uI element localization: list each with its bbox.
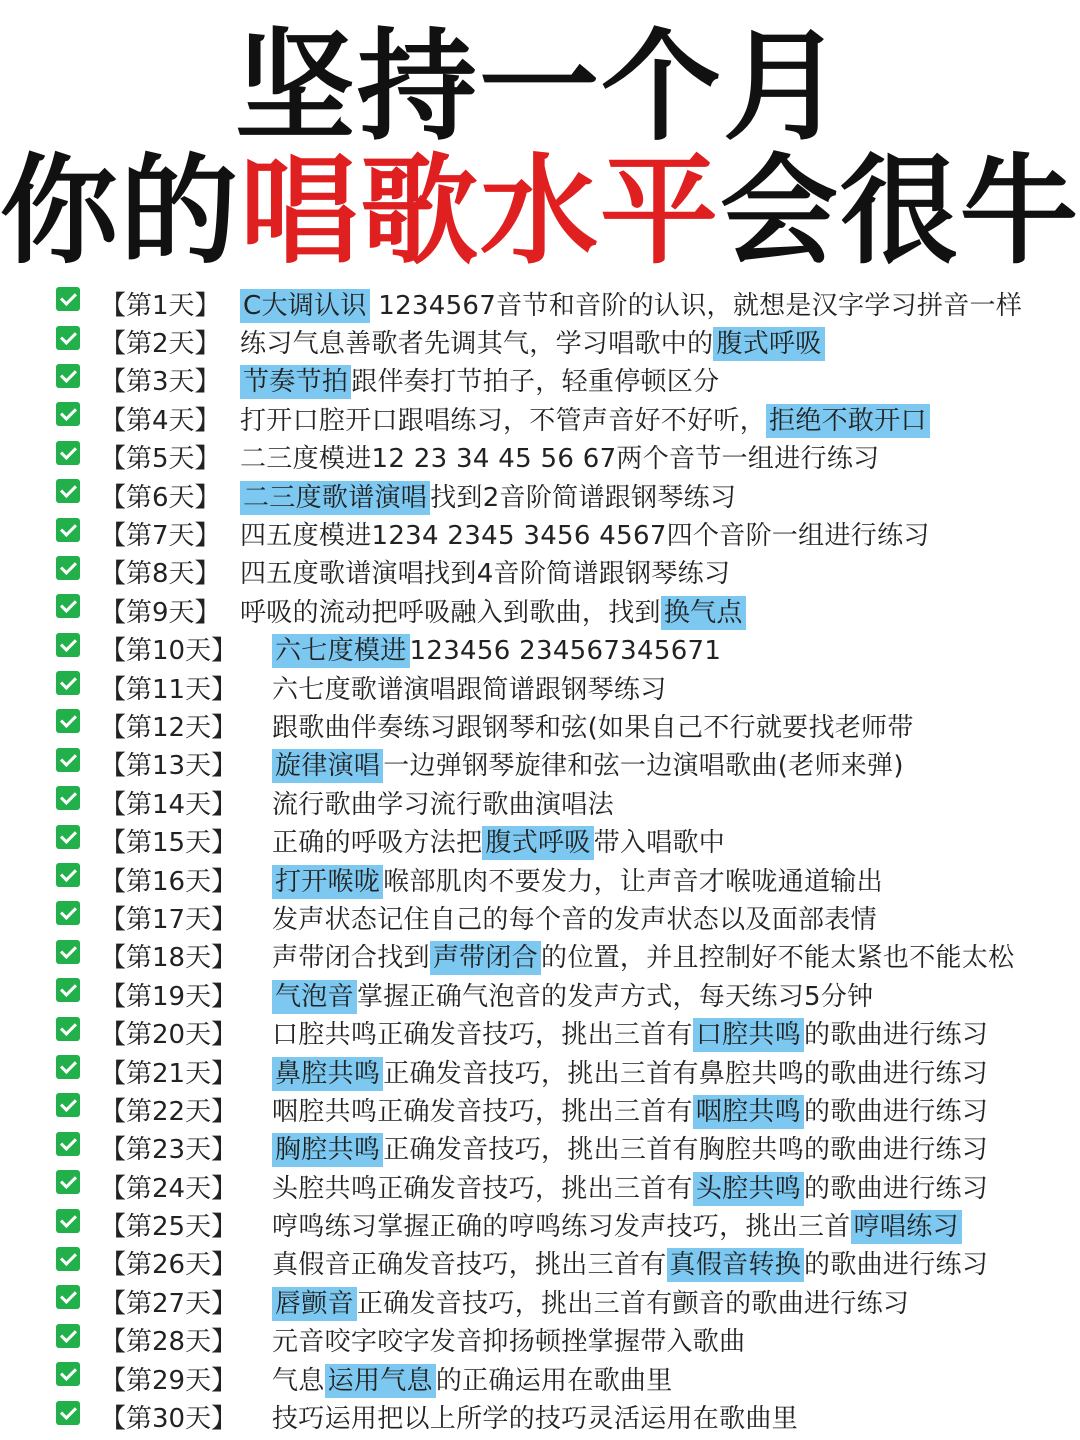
day-description: [240, 477, 736, 514]
day-description: [272, 1321, 745, 1358]
day-description: [272, 745, 904, 782]
day-label: 【第15天】: [100, 828, 238, 859]
highlighted-keyword: C大调认识: [240, 289, 370, 323]
day-row: [56, 476, 1066, 514]
day-row: [56, 745, 1066, 783]
check-icon: [56, 479, 80, 503]
check-icon: [56, 671, 80, 695]
check-icon: [56, 633, 80, 657]
day-description: [272, 1129, 988, 1166]
day-row: [56, 1129, 1066, 1167]
day-description: [272, 669, 667, 706]
day-label: 【第25天】: [100, 1212, 238, 1243]
day-label: 【第8天】: [100, 559, 221, 590]
day-label: 【第24天】: [100, 1173, 238, 1204]
check-icon: [56, 825, 80, 849]
day-label: 【第6天】: [100, 482, 221, 513]
day-row: [56, 1397, 1066, 1435]
description-text: 的歌曲进行练习: [804, 1173, 989, 1204]
day-row: [56, 361, 1066, 399]
description-text: 发声状态记住自己的每个音的发声状态以及面部表情: [272, 904, 877, 935]
check-icon: [56, 1362, 80, 1386]
day-description: [272, 1244, 988, 1281]
title-line-1: [0, 18, 1080, 157]
check-icon: [56, 863, 80, 887]
description-text: 带入唱歌中: [593, 828, 726, 859]
description-text: 气息: [272, 1365, 325, 1396]
day-description: [272, 1091, 988, 1128]
description-text: 打开口腔开口跟唱练习，不管声音好不好听，: [240, 405, 767, 436]
day-label: 【第7天】: [100, 521, 221, 552]
day-row: [56, 1052, 1066, 1090]
day-row: [56, 937, 1066, 975]
description-text: 练习气息善歌者先调其气，学习唱歌中的: [240, 329, 714, 360]
day-description: [240, 400, 930, 437]
highlighted-keyword: 哼唱练习: [851, 1210, 962, 1244]
highlighted-keyword: 气泡音: [272, 980, 357, 1014]
day-description: [240, 323, 825, 360]
day-label: 【第18天】: [100, 943, 238, 974]
day-description: [272, 630, 721, 667]
description-text: 哼鸣练习掌握正确的哼鸣练习发声技巧，挑出三首: [272, 1212, 851, 1243]
highlighted-keyword: 二三度歌谱演唱: [240, 481, 430, 515]
title-line-2-suffix: 会很牛: [720, 142, 1080, 280]
day-label: 【第3天】: [100, 367, 221, 398]
day-row: [56, 399, 1066, 437]
description-text: 口腔共鸣正确发音技巧，挑出三首有: [272, 1020, 693, 1051]
day-label: 【第20天】: [100, 1020, 238, 1051]
day-row: [56, 1013, 1066, 1051]
day-label: 【第9天】: [100, 597, 221, 628]
description-text: 正确发音技巧，挑出三首有鼻腔共鸣的歌曲进行练习: [383, 1058, 989, 1089]
day-label: 【第28天】: [100, 1327, 238, 1358]
description-text: 声带闭合找到: [272, 943, 430, 974]
day-label: 【第4天】: [100, 405, 221, 436]
highlighted-keyword: 腹式呼吸: [482, 826, 593, 860]
day-plan-list: [56, 284, 1066, 1436]
day-description: [240, 438, 879, 475]
highlighted-keyword: 拒绝不敢开口: [766, 404, 930, 438]
day-label: 【第19天】: [100, 981, 238, 1012]
description-text: 1234567音节和音阶的认识，就想是汉字学习拼音一样: [369, 290, 1023, 321]
highlighted-keyword: 鼻腔共鸣: [272, 1057, 383, 1091]
day-row: [56, 1205, 1066, 1243]
description-text: 咽腔共鸣正确发音技巧，挑出三首有: [272, 1096, 693, 1127]
day-description: [272, 707, 914, 744]
description-text: 跟伴奏打节拍子，轻重停顿区分: [351, 367, 720, 398]
day-label: 【第1天】: [100, 290, 221, 321]
day-row: [56, 514, 1066, 552]
description-text: 的位置，并且控制好不能太紧也不能太松: [541, 943, 1015, 974]
day-label: 【第17天】: [100, 904, 238, 935]
check-icon: [56, 364, 80, 388]
description-text: 四五度歌谱演唱找到4音阶简谱跟钢琴练习: [240, 559, 731, 590]
day-label: 【第26天】: [100, 1250, 238, 1281]
description-text: 掌握正确气泡音的发声方式，每天练习5分钟: [356, 981, 874, 1012]
description-text: 四五度模进1234 2345 3456 4567四个音阶一组进行练习: [240, 521, 930, 552]
day-description: [272, 822, 725, 859]
day-row: [56, 1167, 1066, 1205]
description-text: 的歌曲进行练习: [804, 1250, 989, 1281]
day-label: 【第22天】: [100, 1096, 238, 1127]
day-row: [56, 975, 1066, 1013]
check-icon: [56, 786, 80, 810]
day-row: [56, 821, 1066, 859]
description-text: 呼吸的流动把呼吸融入到歌曲，找到: [240, 597, 661, 628]
check-icon: [56, 1209, 80, 1233]
check-icon: [56, 402, 80, 426]
check-icon: [56, 326, 80, 350]
highlighted-keyword: 旋律演唱: [272, 749, 383, 783]
day-label: 【第23天】: [100, 1135, 238, 1166]
check-icon: [56, 709, 80, 733]
day-description: [272, 976, 873, 1013]
day-label: 【第21天】: [100, 1058, 238, 1089]
day-row: [56, 898, 1066, 936]
highlighted-keyword: 腹式呼吸: [713, 327, 824, 361]
day-description: [272, 899, 877, 936]
check-icon: [56, 1170, 80, 1194]
description-text: 123456 234567345671: [409, 636, 722, 667]
check-icon: [56, 978, 80, 1002]
description-text: 元音咬字咬字发音抑扬顿挫掌握带入歌曲: [272, 1327, 746, 1358]
check-icon: [56, 287, 80, 311]
day-description: [240, 361, 719, 398]
highlighted-keyword: 运用气息: [325, 1364, 436, 1398]
check-icon: [56, 1324, 80, 1348]
check-icon: [56, 940, 80, 964]
day-description: [240, 515, 930, 552]
check-icon: [56, 556, 80, 580]
highlighted-keyword: 头腔共鸣: [693, 1172, 804, 1206]
title-line-2-prefix: 你的: [0, 142, 241, 280]
day-row: [56, 1359, 1066, 1397]
description-text: 的歌曲进行练习: [804, 1020, 989, 1051]
description-text: 跟歌曲伴奏练习跟钢琴和弦(如果自己不行就要找老师带: [272, 712, 914, 743]
day-description: [272, 1360, 673, 1397]
day-label: 【第2天】: [100, 329, 221, 360]
check-icon: [56, 1247, 80, 1271]
description-text: 一边弹钢琴旋律和弦一边演唱歌曲(老师来弹): [383, 751, 904, 782]
description-text: 的正确运用在歌曲里: [435, 1365, 673, 1396]
description-text: 正确发音技巧，挑出三首有胸腔共鸣的歌曲进行练习: [383, 1135, 989, 1166]
day-row: [56, 1282, 1066, 1320]
day-row: [56, 284, 1066, 322]
highlighted-keyword: 打开喉咙: [272, 865, 383, 899]
day-label: 【第14天】: [100, 789, 238, 820]
day-label: 【第27天】: [100, 1288, 238, 1319]
day-row: [56, 1321, 1066, 1359]
title-line-2-highlight: 唱歌水平: [240, 142, 721, 280]
check-icon: [56, 1401, 80, 1425]
highlighted-keyword: 真假音转换: [667, 1248, 805, 1282]
day-label: 【第12天】: [100, 712, 238, 743]
day-description: [272, 1168, 988, 1205]
day-label: 【第30天】: [100, 1404, 238, 1435]
description-text: 找到2音阶简谱跟钢琴练习: [430, 482, 737, 513]
day-label: 【第11天】: [100, 674, 238, 705]
description-text: 六七度歌谱演唱跟简谱跟钢琴练习: [272, 674, 667, 705]
title-line-2: [0, 142, 1080, 280]
day-description: [272, 784, 614, 821]
day-label: 【第16天】: [100, 866, 238, 897]
highlighted-keyword: 唇颤音: [272, 1287, 357, 1321]
highlighted-keyword: 节奏节拍: [240, 365, 351, 399]
day-description: [240, 592, 746, 629]
day-label: 【第5天】: [100, 444, 221, 475]
day-description: [272, 861, 883, 898]
check-icon: [56, 1093, 80, 1117]
day-row: [56, 438, 1066, 476]
day-row: [56, 630, 1066, 668]
day-row: [56, 553, 1066, 591]
check-icon: [56, 441, 80, 465]
title-line-1-text: 坚持一个月: [235, 18, 845, 157]
highlighted-keyword: 咽腔共鸣: [693, 1095, 804, 1129]
day-row: [56, 1244, 1066, 1282]
day-row: [56, 783, 1066, 821]
day-row: [56, 591, 1066, 629]
check-icon: [56, 748, 80, 772]
day-row: [56, 322, 1066, 360]
highlighted-keyword: 口腔共鸣: [693, 1018, 804, 1052]
day-label: 【第29天】: [100, 1365, 238, 1396]
description-text: 正确发音技巧，挑出三首有颤音的歌曲进行练习: [356, 1288, 910, 1319]
check-icon: [56, 901, 80, 925]
day-description: [272, 937, 1014, 974]
description-text: 喉部肌肉不要发力，让声音才喉咙通道输出: [383, 866, 883, 897]
description-text: 技巧运用把以上所学的技巧灵活运用在歌曲里: [272, 1404, 799, 1435]
day-row: [56, 706, 1066, 744]
day-description: [272, 1398, 798, 1435]
day-description: [240, 285, 1022, 322]
check-icon: [56, 1017, 80, 1041]
highlighted-keyword: 胸腔共鸣: [272, 1133, 383, 1167]
check-icon: [56, 1055, 80, 1079]
highlighted-keyword: 声带闭合: [430, 941, 541, 975]
description-text: 流行歌曲学习流行歌曲演唱法: [272, 789, 614, 820]
day-description: [272, 1014, 988, 1051]
highlighted-keyword: 换气点: [661, 596, 746, 630]
day-row: [56, 1090, 1066, 1128]
description-text: 头腔共鸣正确发音技巧，挑出三首有: [272, 1173, 693, 1204]
description-text: 正确的呼吸方法把: [272, 828, 483, 859]
day-label: 【第13天】: [100, 751, 238, 782]
description-text: 的歌曲进行练习: [804, 1096, 989, 1127]
day-description: [272, 1053, 988, 1090]
highlighted-keyword: 六七度模进: [272, 634, 410, 668]
day-label: 【第10天】: [100, 636, 238, 667]
day-row: [56, 668, 1066, 706]
day-row: [56, 860, 1066, 898]
description-text: 真假音正确发音技巧，挑出三首有: [272, 1250, 667, 1281]
check-icon: [56, 1285, 80, 1309]
day-description: [240, 553, 730, 590]
check-icon: [56, 594, 80, 618]
check-icon: [56, 1132, 80, 1156]
day-description: [272, 1206, 962, 1243]
day-description: [272, 1283, 909, 1320]
description-text: 二三度模进12 23 34 45 56 67两个音节一组进行练习: [240, 444, 880, 475]
check-icon: [56, 518, 80, 542]
